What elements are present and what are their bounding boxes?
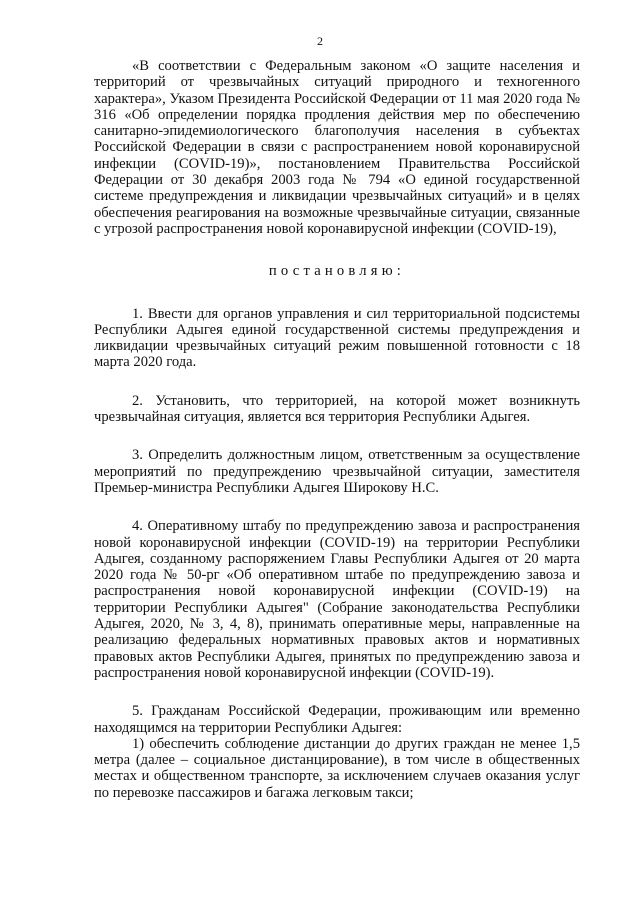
page-number: 2 <box>317 34 323 48</box>
decree-heading: постановляю: <box>268 263 406 280</box>
item-4-paragraph: 4. Оперативному штабу по предупреждению завоза и распространения новой коронавирусной инфекции (COVID-19) на территории Республики Адыгея, созданному распоряжением Главы Республики Адыгея от 20 марта 2020 года № 50-рг «Об оперативном штабе по предупреждению завоза и распространения новой коронавирусной инфекции (COVID-19) на территории Республики Адыгея" (Собрание законодательства Республики Адыгея, 2020, № 3, 4, 8), принимать оперативные меры, направленные на реализацию федеральных нормативных правовых актов и нормативных правовых актов Республики Адыгея, принятых по предупреждению завоза и распространения новой коронавирусной инфекции (COVID-19). <box>94 518 580 681</box>
item-5-1-paragraph: 1) обеспечить соблюдение дистанции до других граждан не менее 1,5 метра (далее – социальное дистанцирование), в том числе в общественных местах и общественном транспорте, за исключением случаев оказания услуг по перевозке пассажиров и багажа легковым такси; <box>94 735 580 801</box>
item-1-paragraph: 1. Ввести для органов управления и сил территориальной подсистемы Республики Адыгея единой государственной системы предупреждения и ликвидации чрезвычайных ситуаций режим повышенной готовности с 18 марта 2020 года. <box>94 305 580 371</box>
item-3-paragraph: 3. Определить должностным лицом, ответственным за осуществление мероприятий по предупреждению чрезвычайной ситуации, заместителя Премьер-министра Республики Адыгея Широкову Н.С. <box>94 447 580 496</box>
document-body <box>94 58 580 801</box>
item-5-paragraph: 5. Гражданам Российской Федерации, проживающим или временно находящимся на территории Республики Адыгея: <box>94 703 580 736</box>
intro-paragraph: «В соответствии с Федеральным законом «О защите населения и территорий от чрезвычайных ситуаций природного и техногенного характера», Указом Президента Российской Федерации от 11 мая 2020 года № 316 «Об определении порядка продления действия мер по обеспечению санитарно-эпидемиологического благополучия населения в субъектах Российской Федерации в связи с распространением новой коронавирусной инфекции (COVID-19)», постановлением Правительства Российской Федерации от 30 декабря 2003 года № 794 «О единой государственной системе предупреждения и ликвидации чрезвычайных ситуаций» и в целях обеспечения реагирования на возможные чрезвычайные ситуации, связанные с угрозой распространения новой коронавирусной инфекции (COVID-19), <box>94 58 580 237</box>
item-2-paragraph: 2. Установить, что территорией, на которой может возникнуть чрезвычайная ситуация, является вся территория Республики Адыгея. <box>94 392 580 426</box>
